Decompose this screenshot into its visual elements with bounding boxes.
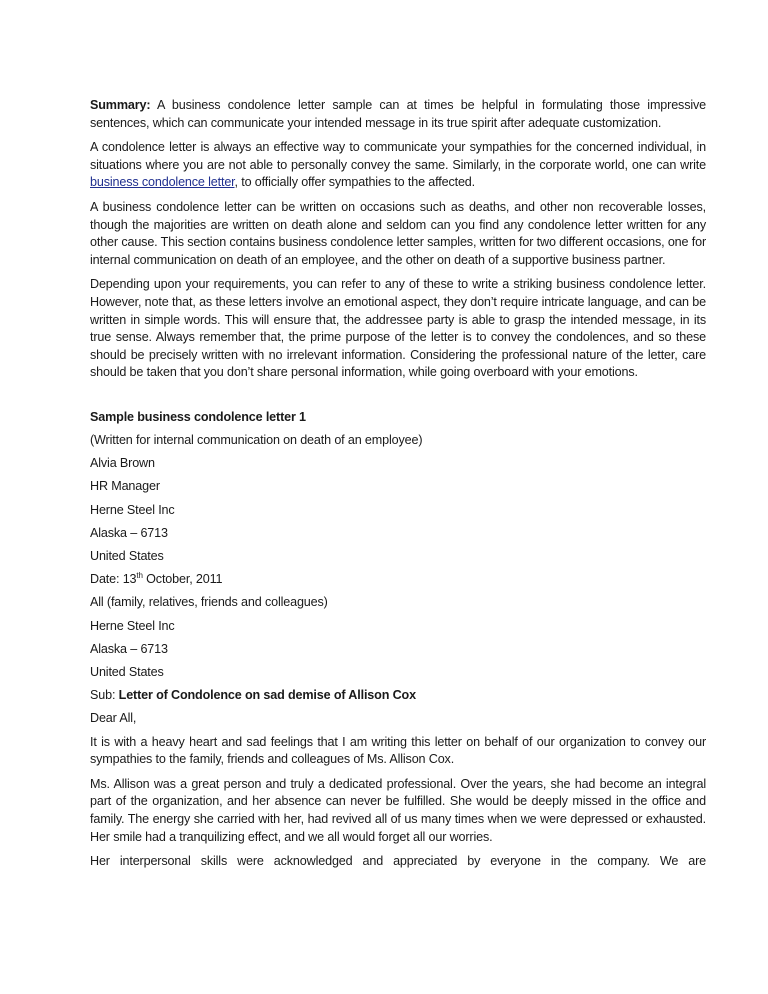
sample-note: (Written for internal communication on death of an employee) xyxy=(90,433,423,448)
summary-paragraph xyxy=(90,97,706,132)
letter-subject xyxy=(90,687,706,710)
letter-date xyxy=(90,571,706,594)
recipient-name: All (family, relatives, friends and colleagues) xyxy=(90,595,328,610)
letter-body-paragraph: It is with a heavy heart and sad feelings that I am writing this letter on behalf of our organization to convey our sympathies to the family, friends and colleagues of Ms. Allison Cox. xyxy=(90,734,706,767)
occasions-paragraph: A business condolence letter can be written on occasions such as deaths, and other non recoverable losses, though the majorities are written on death alone and seldom can you find any condolence letter written for any other cause. This section contains business condolence letter samples, written for two different occasions, one for internal communication on death of an employee, and the other on death of a supportive business partner. xyxy=(90,199,706,267)
intro-text-before-link: A condolence letter is always an effective way to communicate your sympathies for the concerned individual, in situations where you are not able to personally convey the same. Similarly, in the corporate world, one can write xyxy=(90,140,706,172)
business-condolence-letter-link[interactable]: business condolence letter xyxy=(90,175,235,190)
recipient-company: Herne Steel Inc xyxy=(90,618,175,633)
recipient-region: Alaska – 6713 xyxy=(90,641,168,656)
requirements-paragraph: Depending upon your requirements, you can refer to any of these to write a striking business condolence letter. However, note that, as these letters involve an emotional aspect, they don’t require intricate language, and can be written in simple words. This will ensure that, the addressee party is able to grasp the intended message, in its true sense. Always remember that, the prime purpose of the letter is to convey the condolences, and so these should be precisely written with no irrelevant information. Considering the professional nature of the letter, care should be taken that you don’t share personal information, while going overboard with your emotions. xyxy=(90,277,706,380)
date-rest: October, 2011 xyxy=(142,572,223,587)
recipient-country: United States xyxy=(90,664,164,679)
document-page xyxy=(90,97,706,878)
sender-company: Herne Steel Inc xyxy=(90,502,175,517)
date-suffix: th xyxy=(136,571,143,581)
subject-text: Letter of Condolence on sad demise of Allison Cox xyxy=(118,688,416,703)
subject-label: Sub: xyxy=(90,688,119,703)
date-label: Date: xyxy=(90,572,123,587)
sender-region: Alaska – 6713 xyxy=(90,525,168,540)
letter-body-paragraph: Ms. Allison was a great person and truly a dedicated professional. Over the years, she had become an integral part of the organization, and her absence can never be fulfilled. She would be deeply missed in the office and family. The energy she carried with her, had revived all of us many times when we were depressed or exhausted. Her smile had a tranquilizing effect, and we all would forget all our worries. xyxy=(90,776,706,844)
intro-text-after-link: , to officially offer sympathies to the affected. xyxy=(234,175,475,190)
sample-heading: Sample business condolence letter 1 xyxy=(90,409,306,424)
summary-text: A business condolence letter sample can at times be helpful in formulating those impressive sentences, which can communicate your intended message in its true spirit after adequate customization. xyxy=(90,98,706,130)
summary-label: Summary: xyxy=(90,98,151,112)
sender-country: United States xyxy=(90,549,164,564)
date-day: 13 xyxy=(122,572,137,587)
letter-body-paragraph: Her interpersonal skills were acknowledged and appreciated by everyone in the company. We are xyxy=(90,854,706,869)
sender-title: HR Manager xyxy=(90,479,160,494)
sender-name: Alvia Brown xyxy=(90,456,155,471)
salutation: Dear All, xyxy=(90,711,137,726)
section-spacer xyxy=(90,389,706,409)
intro-paragraph xyxy=(90,139,706,192)
